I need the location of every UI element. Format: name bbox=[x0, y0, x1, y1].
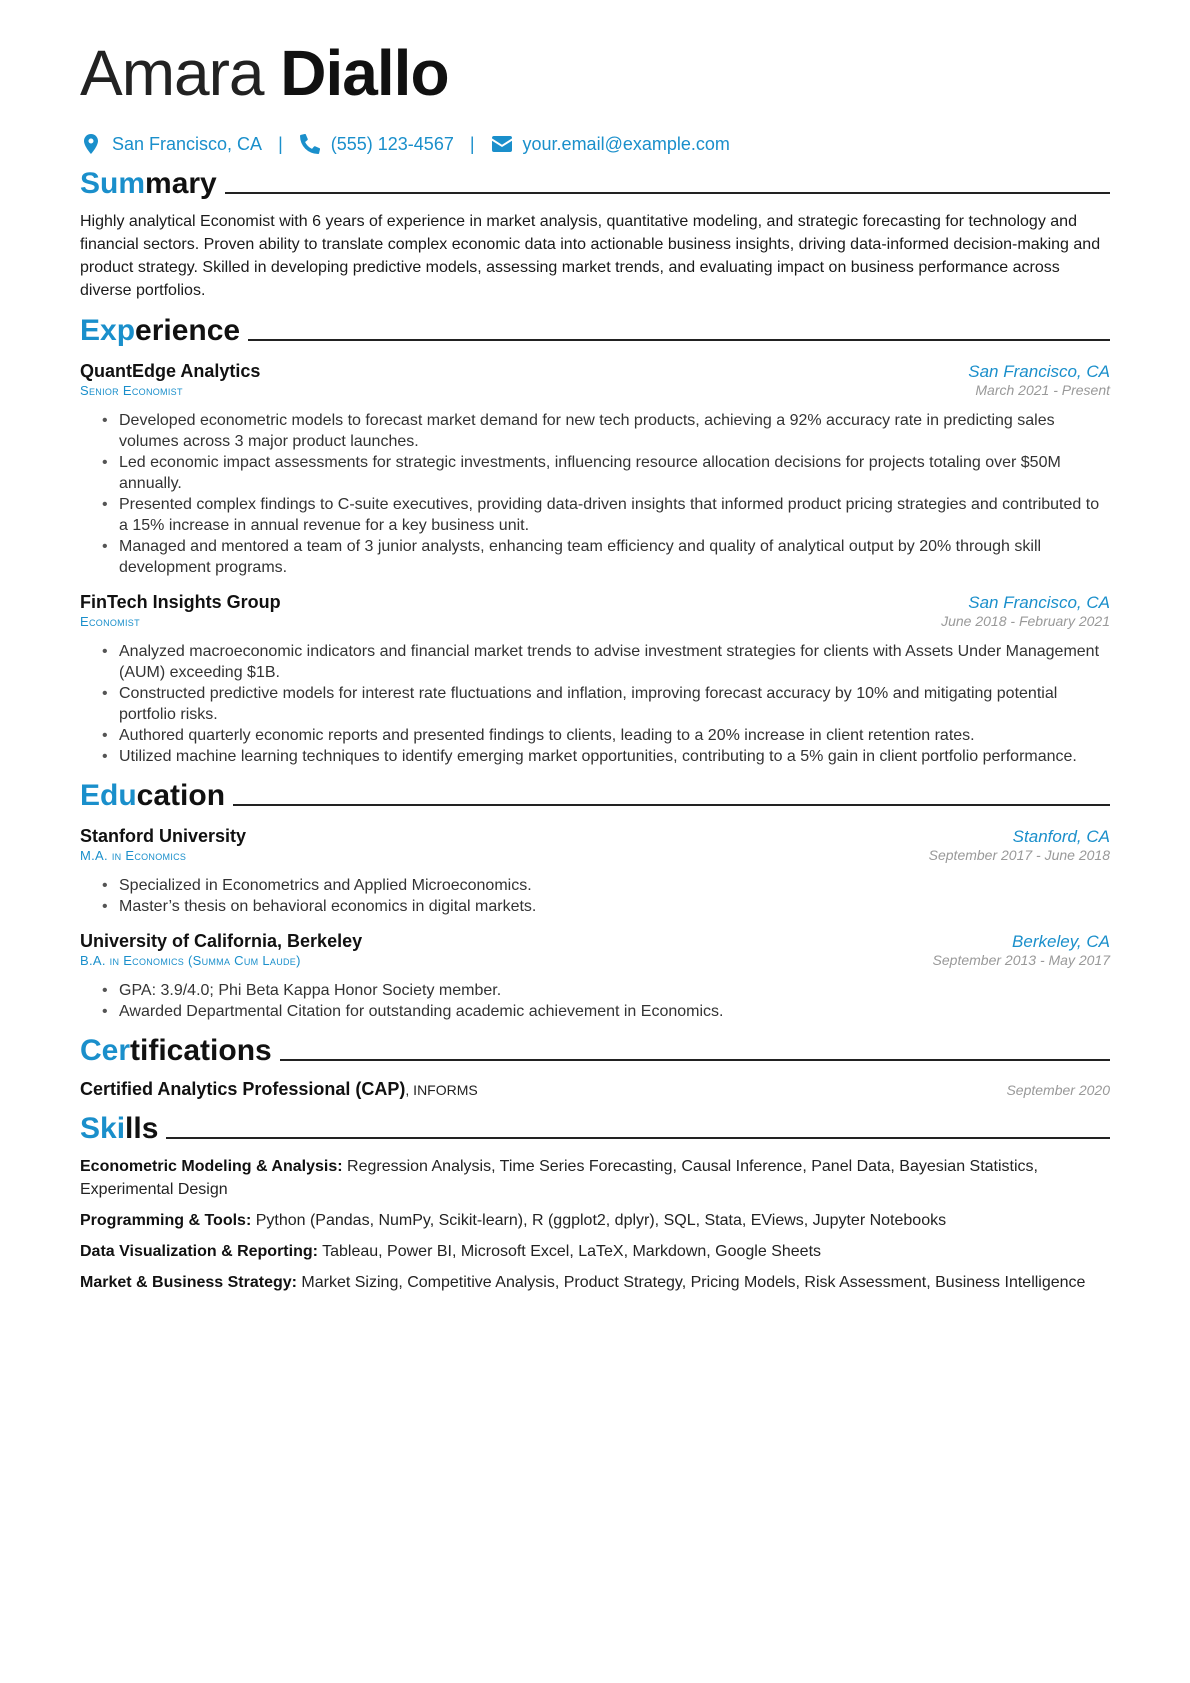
bullet-item: • Analyzed macroeconomic indicators and financial market trends to advise investment strategies for clients with Assets Under Management (AUM) exceeding $1B. bbox=[102, 641, 1110, 683]
job-title: Senior Economist bbox=[80, 383, 183, 399]
section-title-rest: lls bbox=[125, 1112, 159, 1146]
experience-entry bbox=[80, 361, 1110, 578]
phone-text: (555) 123-4567 bbox=[330, 133, 454, 154]
bullet-item: • Utilized machine learning techniques to identify emerging market opportunities, contributing to a 5% gain in client portfolio performance. bbox=[102, 746, 1110, 767]
skill-items: Regression Analysis, Time Series Forecasting, Causal Inference, Panel Data, Bayesian Statistics, Experimental Design bbox=[80, 1158, 1038, 1199]
skill-row bbox=[80, 1271, 1110, 1294]
bullet-item: • GPA: 3.9/4.0; Phi Beta Kappa Honor Society member. bbox=[102, 980, 1110, 1001]
certification-date: September 2020 bbox=[1006, 1082, 1110, 1099]
section-title bbox=[80, 167, 217, 200]
entry-location: Stanford, CA bbox=[1012, 827, 1110, 847]
bullet-list bbox=[80, 980, 1110, 1022]
certification-issuer: , INFORMS bbox=[405, 1082, 478, 1099]
experience-entry bbox=[80, 592, 1110, 767]
summary-text: Highly analytical Economist with 6 years of experience in market analysis, quantitative modeling, and strategic forecasting for technology and financial sectors. Proven ability to translate complex economic data into actionable business insights, driving data-informed decision-making and product strategy. Skilled in developing predictive models, assessing market trends, and evaluating impact on business performance across diverse portfolios. bbox=[80, 213, 1101, 300]
section-rule bbox=[233, 804, 1110, 806]
degree: B.A. in Economics (Summa Cum Laude) bbox=[80, 953, 301, 969]
section-title-accent: Sum bbox=[80, 167, 146, 201]
certification-name: Certified Analytics Professional (CAP) bbox=[80, 1079, 406, 1100]
bullet-list bbox=[80, 410, 1110, 578]
bullet-item: • Authored quarterly economic reports and presented findings to clients, leading to a 20% increase in client retention rates. bbox=[102, 725, 1110, 746]
bullet-item: • Managed and mentored a team of 3 junior analysts, enhancing team efficiency and quality of analytical output by 20% through skill development programs. bbox=[102, 536, 1110, 578]
candidate-name bbox=[80, 37, 1110, 109]
section-rule bbox=[166, 1137, 1110, 1139]
contact-separator: | bbox=[278, 133, 283, 154]
section-title-accent: Edu bbox=[80, 779, 137, 813]
employer-name: QuantEdge Analytics bbox=[80, 361, 261, 382]
skill-items: Tableau, Power BI, Microsoft Excel, LaTeX, Markdown, Google Sheets bbox=[317, 1243, 822, 1261]
skill-row bbox=[80, 1240, 1110, 1263]
first-name: Amara bbox=[80, 37, 264, 109]
phone-icon bbox=[299, 133, 321, 155]
education-entry bbox=[80, 931, 1110, 1022]
skill-category: Market & Business Strategy: bbox=[80, 1274, 297, 1292]
job-title: Economist bbox=[80, 614, 140, 630]
bullet-item: • Led economic impact assessments for strategic investments, influencing resource allocation decisions for projects totaling over $50M annually. bbox=[102, 452, 1110, 494]
skill-items: Python (Pandas, NumPy, Scikit-learn), R (ggplot2, dplyr), SQL, Stata, EViews, Jupyter Notebooks bbox=[251, 1212, 947, 1230]
contact-location bbox=[80, 133, 262, 155]
section-rule bbox=[225, 192, 1110, 194]
education-heading bbox=[80, 779, 1110, 812]
contact-email[interactable] bbox=[491, 133, 730, 155]
section-title-rest: mary bbox=[145, 167, 217, 201]
entry-location: San Francisco, CA bbox=[968, 362, 1110, 382]
entry-dates: September 2017 - June 2018 bbox=[928, 847, 1110, 864]
certifications-heading bbox=[80, 1034, 1110, 1067]
bullet-list bbox=[80, 875, 1110, 917]
section-title bbox=[80, 1112, 158, 1145]
skill-category: Data Visualization & Reporting: bbox=[80, 1243, 318, 1261]
skill-category: Econometric Modeling & Analysis: bbox=[80, 1158, 343, 1176]
section-title bbox=[80, 314, 240, 347]
summary-heading bbox=[80, 167, 1110, 200]
section-rule bbox=[248, 339, 1110, 341]
employer-name: FinTech Insights Group bbox=[80, 592, 281, 613]
bullet-item: • Master’s thesis on behavioral economics in digital markets. bbox=[102, 896, 1110, 917]
experience-heading bbox=[80, 314, 1110, 347]
school-name: Stanford University bbox=[80, 826, 247, 847]
entry-dates: September 2013 - May 2017 bbox=[932, 952, 1110, 969]
section-title-rest: cation bbox=[136, 779, 226, 813]
bullet-item: • Specialized in Econometrics and Applied Microeconomics. bbox=[102, 875, 1110, 896]
skill-row bbox=[80, 1155, 1110, 1201]
bullet-item: • Constructed predictive models for interest rate fluctuations and inflation, improving forecast accuracy by 10% and mitigating potential portfolio risks. bbox=[102, 683, 1110, 725]
skills-heading bbox=[80, 1112, 1110, 1145]
section-title-accent: Ski bbox=[80, 1112, 126, 1146]
certification-entry bbox=[80, 1079, 1110, 1100]
location-text: San Francisco, CA bbox=[112, 133, 263, 154]
section-title-rest: erience bbox=[135, 314, 241, 348]
bullet-item: • Awarded Departmental Citation for outstanding academic achievement in Economics. bbox=[102, 1001, 1110, 1022]
email-text: your.email@example.com bbox=[522, 133, 730, 154]
bullet-item: • Developed econometric models to forecast market demand for new tech products, achieving a 92% accuracy rate in predicting sales volumes across 3 major product launches. bbox=[102, 410, 1110, 452]
last-name: Diallo bbox=[280, 37, 449, 109]
skill-items: Market Sizing, Competitive Analysis, Product Strategy, Pricing Models, Risk Assessment, Business Intelligence bbox=[296, 1274, 1086, 1292]
entry-dates: March 2021 - Present bbox=[975, 382, 1110, 399]
map-pin-icon bbox=[80, 133, 102, 155]
degree: M.A. in Economics bbox=[80, 848, 187, 864]
section-title-accent: Exp bbox=[80, 314, 136, 348]
section-title bbox=[80, 779, 225, 812]
school-name: University of California, Berkeley bbox=[80, 931, 363, 952]
contact-separator: | bbox=[469, 133, 475, 154]
bullet-item: • Presented complex findings to C-suite executives, providing data-driven insights that informed product pricing strategies and contributed to a 15% increase in annual revenue for a key business unit. bbox=[102, 494, 1110, 536]
skills-list bbox=[80, 1155, 1110, 1294]
education-entry bbox=[80, 826, 1110, 917]
entry-dates: June 2018 - February 2021 bbox=[941, 613, 1110, 630]
section-title-rest: tifications bbox=[130, 1034, 272, 1068]
contact-phone[interactable] bbox=[299, 133, 454, 155]
bullet-list bbox=[80, 641, 1110, 767]
envelope-icon bbox=[491, 133, 513, 155]
section-title bbox=[80, 1034, 272, 1067]
section-title-accent: Cer bbox=[80, 1034, 131, 1068]
entry-location: San Francisco, CA bbox=[968, 593, 1110, 613]
section-rule bbox=[280, 1059, 1110, 1061]
entry-location: Berkeley, CA bbox=[1012, 932, 1110, 952]
skill-row bbox=[80, 1209, 1110, 1232]
contact-bar bbox=[80, 133, 1110, 155]
skill-category: Programming & Tools: bbox=[80, 1212, 252, 1230]
